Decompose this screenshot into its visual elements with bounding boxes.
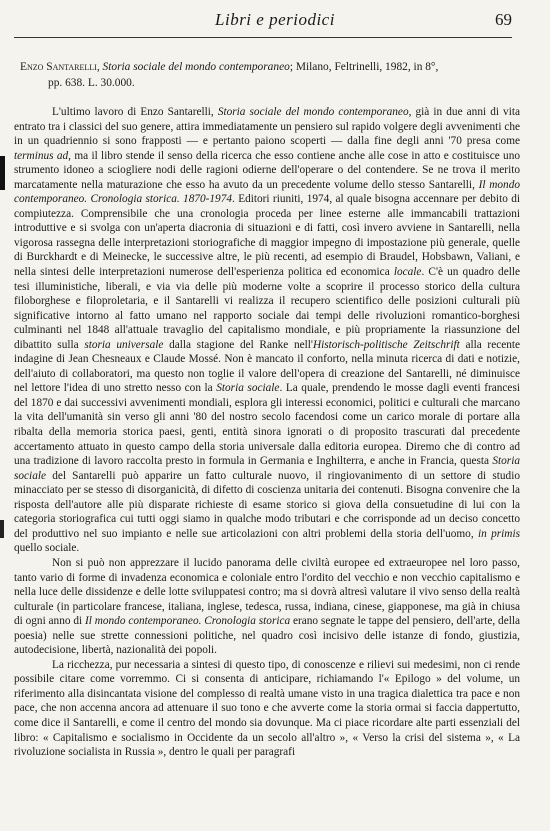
page-number: 69	[495, 10, 512, 29]
text-run: . C'è un quadro delle tesi illuministiche, liberali, e via via delle più moderne volte a scoprire il processo storico della cultura filoborghese e filoproletaria, e il Santarelli vi realizza il recupero scientifico delle posizioni culturali più significative intorno al fatto umano nel rapporto sociale dai tempi delle rivoluzioni romantico-borghesi culminanti nel 1848 all'attuale travaglio del capitalismo mondiale, e più propriamente la riassunzione del dibattito sulla	[14, 266, 521, 351]
margin-mark	[0, 520, 4, 538]
review-body	[14, 105, 520, 760]
bibliographic-entry: Enzo Santarelli, Storia sociale del mondo contemporaneo; Milano, Feltrinelli, 1982, in 8°, pp. 638. L. 30.000.	[20, 60, 520, 91]
italic-run: locale	[393, 266, 422, 279]
author-name: Enzo Santarelli	[20, 61, 97, 73]
text-run: L'ultimo lavoro di Enzo Santarelli,	[52, 106, 218, 118]
text-run: Non si può non apprezzare il lucido panorama delle civiltà europee ed extraeuropee nel loro passo, tanto vario di forme di invadenza economica e coloniale entro l'ordito del vecchio e non vecchio capitalismo e nella luce delle dissidenze e delle lotte sviluppatesi contro; ma si dovrà altresì valutare il vivo senso della realtà culturale (in particolare francese, italiana, inglese, tedesca, russa, indiana, cinese, giapponese, ma già in chiusa di ogni anno di	[14, 556, 520, 628]
italic-run: Il mondo contemporaneo. Cronologia storica	[84, 615, 291, 628]
italic-run: Storia sociale	[14, 455, 520, 482]
paragraph-3	[14, 658, 520, 760]
text-run: quello sociale.	[14, 542, 80, 555]
paragraph-2	[14, 556, 520, 658]
italic-run: Il mondo contemporaneo. Cronologia storica. 1870-1974	[14, 178, 521, 206]
text-run: . La quale, prendendo le mosse dagli eventi francesi del 1870 e dai successivi avvenimenti mondiali, esplora gli interessi economici, politici e culturali che marcano la vita dell'umanità sin verso gli anni '80 del nostro secolo facendosi come un carico morale di portare alla ribalta della memoria storica paesi, genti, entità sinora ignorati o di proposito trascurati dal precedente accertamento attuato in questo campo della storia universale dalla editoria europea. Diremo che di contro ad una tradizione di lavoro raccolta presto in formula in Germania e Inghilterra, e anche in Francia, questa	[14, 382, 520, 468]
book-title: Storia sociale del mondo contemporaneo	[102, 61, 290, 73]
text-run: , già in due anni di vita entrato tra i classici del suo genere, attira immediatamente un pensiero sul rapido volgere degli avvenimenti che in un quadriennio si sono frapposti — e pertanto paiono scoperti — dalla fine degli anni '70 presa come	[14, 106, 520, 148]
text-run: alla recente indagine di Jean Chesneaux e Claude Mossé. Non è mancato il conforto, nella minuta ricerca di dati e notizie, dell'aiuto di collaboratori, ma questo non toglie il valore dell'opera di creazione del Santarelli, né diminuisce nel lettore l'idea di uno stretto nesso con la	[14, 338, 521, 395]
italic-run: in primis	[477, 527, 520, 540]
text-run: La ricchezza, pur necessaria a sintesi di questo tipo, di conoscenze e rilievi sui medesimi, non ci rende possibile citare come vorremmo. Ci si consenta di anticipare, richiamando l'« Epilogo » del volume, un riferimento alla disincantata visione del complesso di realtà umane visto in una tragica dialettica tra pace e non pace, che non accenna ancora ad attenuare il suo tono e che avverte come la storia ormai si faccia dappertutto, come dice il Santarelli, e come il centro del mondo sia dovunque. Ma ci piace ricordare alte parti essenziali del libro: « Capitalismo e socialismo in Occidente da un secolo all'altro », « Verso la crisi del sistema », « La rivoluzione socialista in Russia », dentro le quali per paragrafi	[14, 658, 520, 759]
italic-run: terminus ad	[14, 149, 69, 162]
text-run: erano segnate le tappe del pensiero, dell'arte, della poesia) nelle sue strette connessioni politiche, nel quadro così incisivo delle istanze di fondo, giustizia, autodecisione, libertà, nazionalità dei popoli.	[14, 615, 521, 657]
running-title: Libri e periodici	[215, 10, 335, 29]
header-rule	[14, 37, 512, 38]
text-run: del Santarelli può apparire un fatto culturale nuovo, il ringiovanimento di un settore di studio minacciato per se stesso di disorganicità, di difetto di coscienza unitaria dei contenuti. Bisogna convenire che la risposta dell'autore alle più disparate richieste di esame storico si giova della consuetudine di lui con la categoria storiografica cui tutti oggi siamo in qualche modo tributari e che corrisponde ad un deciso concetto del produttivo nel suo impianto e nelle sue articolazioni con altri problemi della storia dell'uomo,	[14, 469, 520, 540]
paragraph-1	[14, 105, 520, 556]
text-run: dalla stagione del Ranke nell'	[163, 338, 313, 351]
text-run: . Editori riuniti, 1974, al quale bisogna accennare per debito di compiutezza. Comprensibile che una cronologia proceda per linee esterne alle immancabili trattazioni introduttive e si svolga con un'aperta diacronia di situazioni e di fatti, così invero avviene in Santarelli, nella vigorosa rassegna delle interpretazioni storiografiche di maggior impegno di impostazione più generale, quelle di Burckhardt e di Meinecke, le successive altre, le più recenti, ad esempio di Braudel, Hobsbawn, Valiani, e nella sintesi delle interpretazioni numerose dell'esperienza politica ed economica	[14, 193, 521, 279]
italic-run: storia universale	[84, 338, 164, 351]
margin-mark	[0, 156, 5, 190]
page-header	[0, 10, 550, 36]
text-run: , ma il libro stende il senso della ricerca che esso contiene anche alle cose in atto e costituisce uno strumento idoneo a sciogliere nodi delle ragioni odierne dell'operare o del contendere. Se ne trova il merito marcatamente nella maturazione che esso ha avuto da un precedente volume dello stesso Santarelli,	[14, 149, 520, 191]
italic-run: Storia sociale del mondo contemporaneo	[217, 106, 409, 118]
italic-run: Historisch-politische Zeitschrift	[312, 338, 460, 351]
publication-details: pp. 638. L. 30.000.	[48, 76, 135, 89]
italic-run: Storia sociale	[216, 382, 280, 395]
publisher-info: ; Milano, Feltrinelli, 1982, in 8°,	[289, 61, 439, 73]
